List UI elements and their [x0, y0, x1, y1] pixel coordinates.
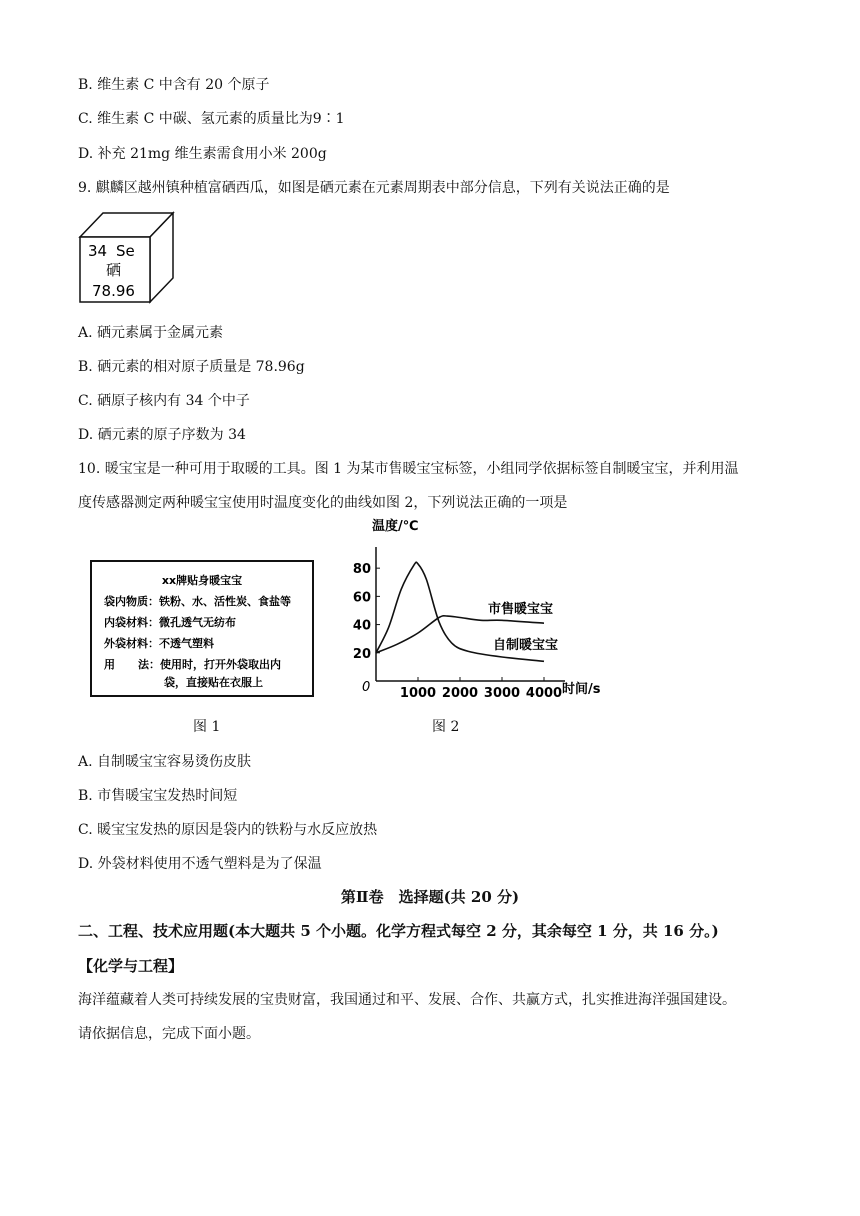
q9-option-c: C. 硒原子核内有 34 个中子 [78, 393, 250, 409]
section-2-title: 第Ⅱ卷 选择题(共 20 分) [340, 888, 520, 906]
figure-2-caption: 图 2 [432, 719, 460, 735]
label-row4a: 用 法：使用时，打开外袋取出内 [104, 658, 281, 671]
q9-option-d: D. 硒元素的原子序数为 34 [78, 427, 246, 443]
y-tick-label: 40 [352, 618, 371, 634]
element-mass: 78.96 [92, 282, 135, 300]
q10-stem-line1: 10. 暖宝宝是一种可用于取暖的工具。图 1 为某市售暖宝宝标签，小组同学依据标签自制暖宝宝，并利用温 [78, 461, 739, 477]
figure-2-chart [350, 515, 620, 705]
q9-stem: 9. 麒麟区越州镇种植富硒西瓜，如图是硒元素在元素周期表中部分信息，下列有关说法正确的是 [78, 180, 670, 196]
chart-ylabel: 温度/℃ [372, 519, 419, 534]
label-row3: 外袋材料：不透气塑料 [104, 637, 214, 650]
y-tick-label: 20 [352, 646, 371, 662]
element-tile [78, 210, 178, 306]
series-label-homemade: 自制暖宝宝 [493, 638, 559, 653]
x-tick-label: 4000 [525, 686, 563, 701]
q10-stem-line2: 度传感器测定两种暖宝宝使用时温度变化的曲线如图 2，下列说法正确的一项是 [78, 495, 568, 511]
q10-option-d: D. 外袋材料使用不透气塑料是为了保温 [78, 856, 322, 872]
q8-option-c: C. 维生素 C 中碳、氢元素的质量比为9∶1 [78, 111, 345, 127]
q9-option-b: B. 硒元素的相对原子质量是 78.96g [78, 359, 305, 375]
figure-1-label [90, 560, 314, 698]
figure-1-caption: 图 1 [193, 719, 221, 735]
q10-option-a: A. 自制暖宝宝容易烫伤皮肤 [78, 754, 252, 770]
x-tick-label: 2000 [441, 686, 479, 701]
label-row2: 内袋材料：微孔透气无纺布 [104, 616, 236, 629]
q8-option-b: B. 维生素 C 中含有 20 个原子 [78, 77, 270, 93]
y-tick-label: 80 [352, 562, 371, 578]
q10-option-b: B. 市售暖宝宝发热时间短 [78, 788, 238, 804]
chem-eng-heading: 【化学与工程】 [78, 957, 184, 975]
q10-option-c: C. 暖宝宝发热的原因是袋内的铁粉与水反应放热 [78, 822, 378, 838]
intro-line1: 海洋蕴藏着人类可持续发展的宝贵财富，我国通过和平、发展、合作、共赢方式，扎实推进海洋强国建设。 [78, 992, 736, 1008]
y-tick-label: 60 [352, 590, 371, 606]
label-row1: 袋内物质：铁粉、水、活性炭、食盐等 [104, 595, 291, 608]
q8-option-d: D. 补充 21mg 维生素需食用小米 200g [78, 146, 327, 162]
series-label-commercial: 市售暖宝宝 [488, 602, 554, 617]
label-title: xx牌贴身暖宝宝 [161, 574, 243, 587]
intro-line2: 请依据信息，完成下面小题。 [78, 1026, 260, 1042]
element-symbol: Se [116, 242, 135, 260]
q9-option-a: A. 硒元素属于金属元素 [78, 325, 224, 341]
element-number: 34 [88, 242, 108, 260]
element-name: 硒 [106, 261, 122, 279]
part-2-heading: 二、工程、技术应用题(本大题共 5 个小题。化学方程式每空 2 分，其余每空 1 分，共 16 分。) [78, 922, 719, 940]
x-tick-label: 3000 [483, 686, 521, 701]
label-row4b: 袋，直接贴在衣服上 [164, 676, 263, 689]
chart-xlabel: 时间/s [562, 682, 601, 697]
chart-origin: 0 [362, 680, 371, 695]
x-tick-label: 1000 [399, 686, 437, 701]
